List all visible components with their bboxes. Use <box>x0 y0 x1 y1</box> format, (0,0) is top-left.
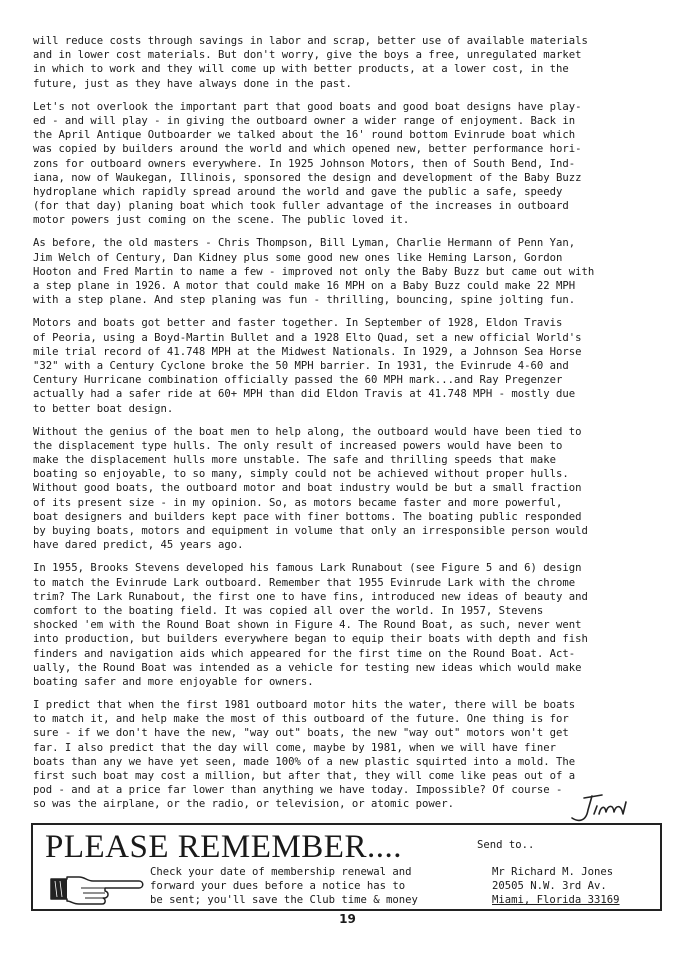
paragraph <box>33 34 665 91</box>
text-line: shocked 'em with the Round Boat shown in Figure 4. The Round Boat, as such, never went <box>33 619 582 632</box>
text-line: first such boat may cost a million, but after that, they will come like peas out of a <box>33 770 576 782</box>
address-line: 20505 N.W. 3rd Av. <box>492 880 607 893</box>
text-line: Let's not overlook the important part that good boats and good boat designs have play- <box>33 100 582 113</box>
text-line: Without good boats, the outboard motor and boat industry would be but a small fraction <box>33 482 582 495</box>
paragraph <box>33 236 665 307</box>
text-line: future, just as they have always done in the past. <box>33 77 352 90</box>
text-line: motor powers just coming on the scene. The public loved it. <box>33 214 410 227</box>
text-line: trim? The Lark Runabout, the first one to have fins, introduced new ideas of beauty and <box>33 590 588 603</box>
text-line: have dared predict, 45 years ago. <box>33 539 244 552</box>
please-remember-box <box>31 823 662 911</box>
text-line: the displacement type hulls. The only result of increased powers would have been to <box>33 439 563 452</box>
text-line: will reduce costs through savings in labor and scrap, better use of available materials <box>33 35 588 47</box>
text-line: of Peoria, using a Boyd-Martin Bullet and a 1928 Elto Quad, set a new official World's <box>33 331 582 344</box>
reminder-line: Check your date of membership renewal and <box>150 866 412 878</box>
text-line: As before, the old masters - Chris Thompson, Bill Lyman, Charlie Hermann of Penn Yan, <box>33 237 576 250</box>
text-line: was copied by builders around the world and which opened new, better performance hori- <box>33 143 582 156</box>
text-line: boats than any we have yet seen, made 100% of a new plastic squirted into a mold. The <box>33 755 576 768</box>
text-line: I predict that when the first 1981 outboard motor hits the water, there will be boats <box>33 699 576 712</box>
reminder-line: forward your dues before a notice has to <box>150 880 406 893</box>
text-line: to match it, and help make the most of this outboard of the future. One thing is for <box>33 713 569 726</box>
page-number: 19 <box>339 912 356 926</box>
pointing-hand-icon <box>45 871 145 907</box>
reminder-title: PLEASE REMEMBER.... <box>45 829 402 865</box>
text-line: of its present size - in my opinion. So, as motors became faster and more powerful, <box>33 496 563 509</box>
text-line: sure - if we don't have the new, "way out" boats, the new "way out" motors won't get <box>33 727 569 740</box>
text-line: a step plane in 1926. A motor that could make 16 MPH on a Baby Buzz could make 22 MPH <box>33 280 576 292</box>
text-line: iana, now of Waukegan, Illinois, sponsored the design and development of the Baby Buzz <box>33 171 582 184</box>
text-line: boating safer and more enjoyable for owners. <box>33 675 314 688</box>
text-line: and in lower cost materials. But don't worry, give the boys a free, unregulated market <box>33 49 582 62</box>
text-line: pod - and at a price far lower than anything we have today. Impossible? Of course - <box>33 784 563 797</box>
text-line: Jim Welch of Century, Dan Kidney plus some good new ones like Heming Larson, Gordon <box>33 251 563 264</box>
address-line: Mr Richard M. Jones <box>492 866 614 878</box>
article-body <box>33 34 665 821</box>
text-line: actually had a safer ride at 60+ MPH than did Eldon Travis at 41.748 MPH - mostly due <box>33 388 576 401</box>
text-line: to better boat design. <box>33 402 174 415</box>
text-line: "32" with a Century Cyclone broke the 50 MPH barrier. In 1931, the Evinrude 4-60 and <box>33 359 569 372</box>
text-line: Without the genius of the boat men to help along, the outboard would have been tied to <box>33 425 582 438</box>
reminder-line: be sent; you'll save the Club time & money <box>150 894 418 907</box>
text-line: comfort to the boating field. It was copied all over the world. In 1957, Stevens <box>33 604 544 617</box>
text-line: far. I also predict that the day will come, maybe by 1981, when we will have finer <box>33 741 556 754</box>
reminder-message <box>150 865 418 908</box>
text-line: (for that day) planing boat which took fuller advantage of the increases in outboard <box>33 200 569 213</box>
text-line: make the displacement hulls more unstable. The safe and thrilling speeds that make <box>33 454 556 467</box>
paragraph <box>33 425 665 553</box>
text-line: boating so enjoyable, to so many, simply could not be achieved without proper hulls. <box>33 468 569 481</box>
text-line: ually, the Round Boat was intended as a vehicle for testing new ideas which would make <box>33 661 582 674</box>
text-line: finders and navigation aids which appeared for the first time on the Round Boat. Act- <box>33 647 576 660</box>
paragraph <box>33 316 665 415</box>
handwritten-signature <box>568 792 630 824</box>
text-line: mile trial record of 41.748 MPH at the Midwest Nationals. In 1929, a Johnson Sea Horse <box>33 345 582 358</box>
text-line: hydroplane which rapidly spread around the world and gave the public a safe, speedy <box>33 185 563 198</box>
text-line: ed - and will play - in giving the outboard owner a wider range of enjoyment. Back in <box>33 114 576 127</box>
text-line: the April Antique Outboarder we talked about the 16' round bottom Evinrude boat which <box>33 129 576 142</box>
text-line: into production, but builders everywhere began to equip their boats with depth and fish <box>33 633 588 646</box>
text-line: Century Hurricane combination officially passed the 60 MPH mark...and Ray Pregenzer <box>33 374 563 387</box>
text-line: In 1955, Brooks Stevens developed his famous Lark Runabout (see Figure 5 and 6) design <box>33 562 582 575</box>
paragraph <box>33 100 665 228</box>
text-line: boat designers and builders kept pace with finer bottoms. The boating public responded <box>33 510 582 523</box>
text-line: Hooton and Fred Martin to name a few - improved not only the Baby Buzz but came out with <box>33 265 595 278</box>
text-line: to match the Evinrude Lark outboard. Remember that 1955 Evinrude Lark with the chrome <box>33 576 576 589</box>
text-line: Motors and boats got better and faster together. In September of 1928, Eldon Travis <box>33 317 563 330</box>
mailing-address <box>492 865 620 908</box>
text-line: in which to work and they will come up with better products, at a lower cost, in the <box>33 63 569 76</box>
text-line: with a step plane. And step planing was fun - thrilling, bouncing, spine jolting fun. <box>33 294 576 307</box>
send-to-label: Send to.. <box>477 839 535 851</box>
text-line: by buying boats, motors and equipment in volume that only an irresponsible person would <box>33 525 588 537</box>
text-line: so was the airplane, or the radio, or television, or atomic power. <box>33 798 454 811</box>
paragraph <box>33 561 665 689</box>
address-line: Miami, Florida 33169 <box>492 894 620 907</box>
text-line: zons for outboard owners everywhere. In 1925 Johnson Motors, then of South Bend, Ind- <box>33 157 576 170</box>
